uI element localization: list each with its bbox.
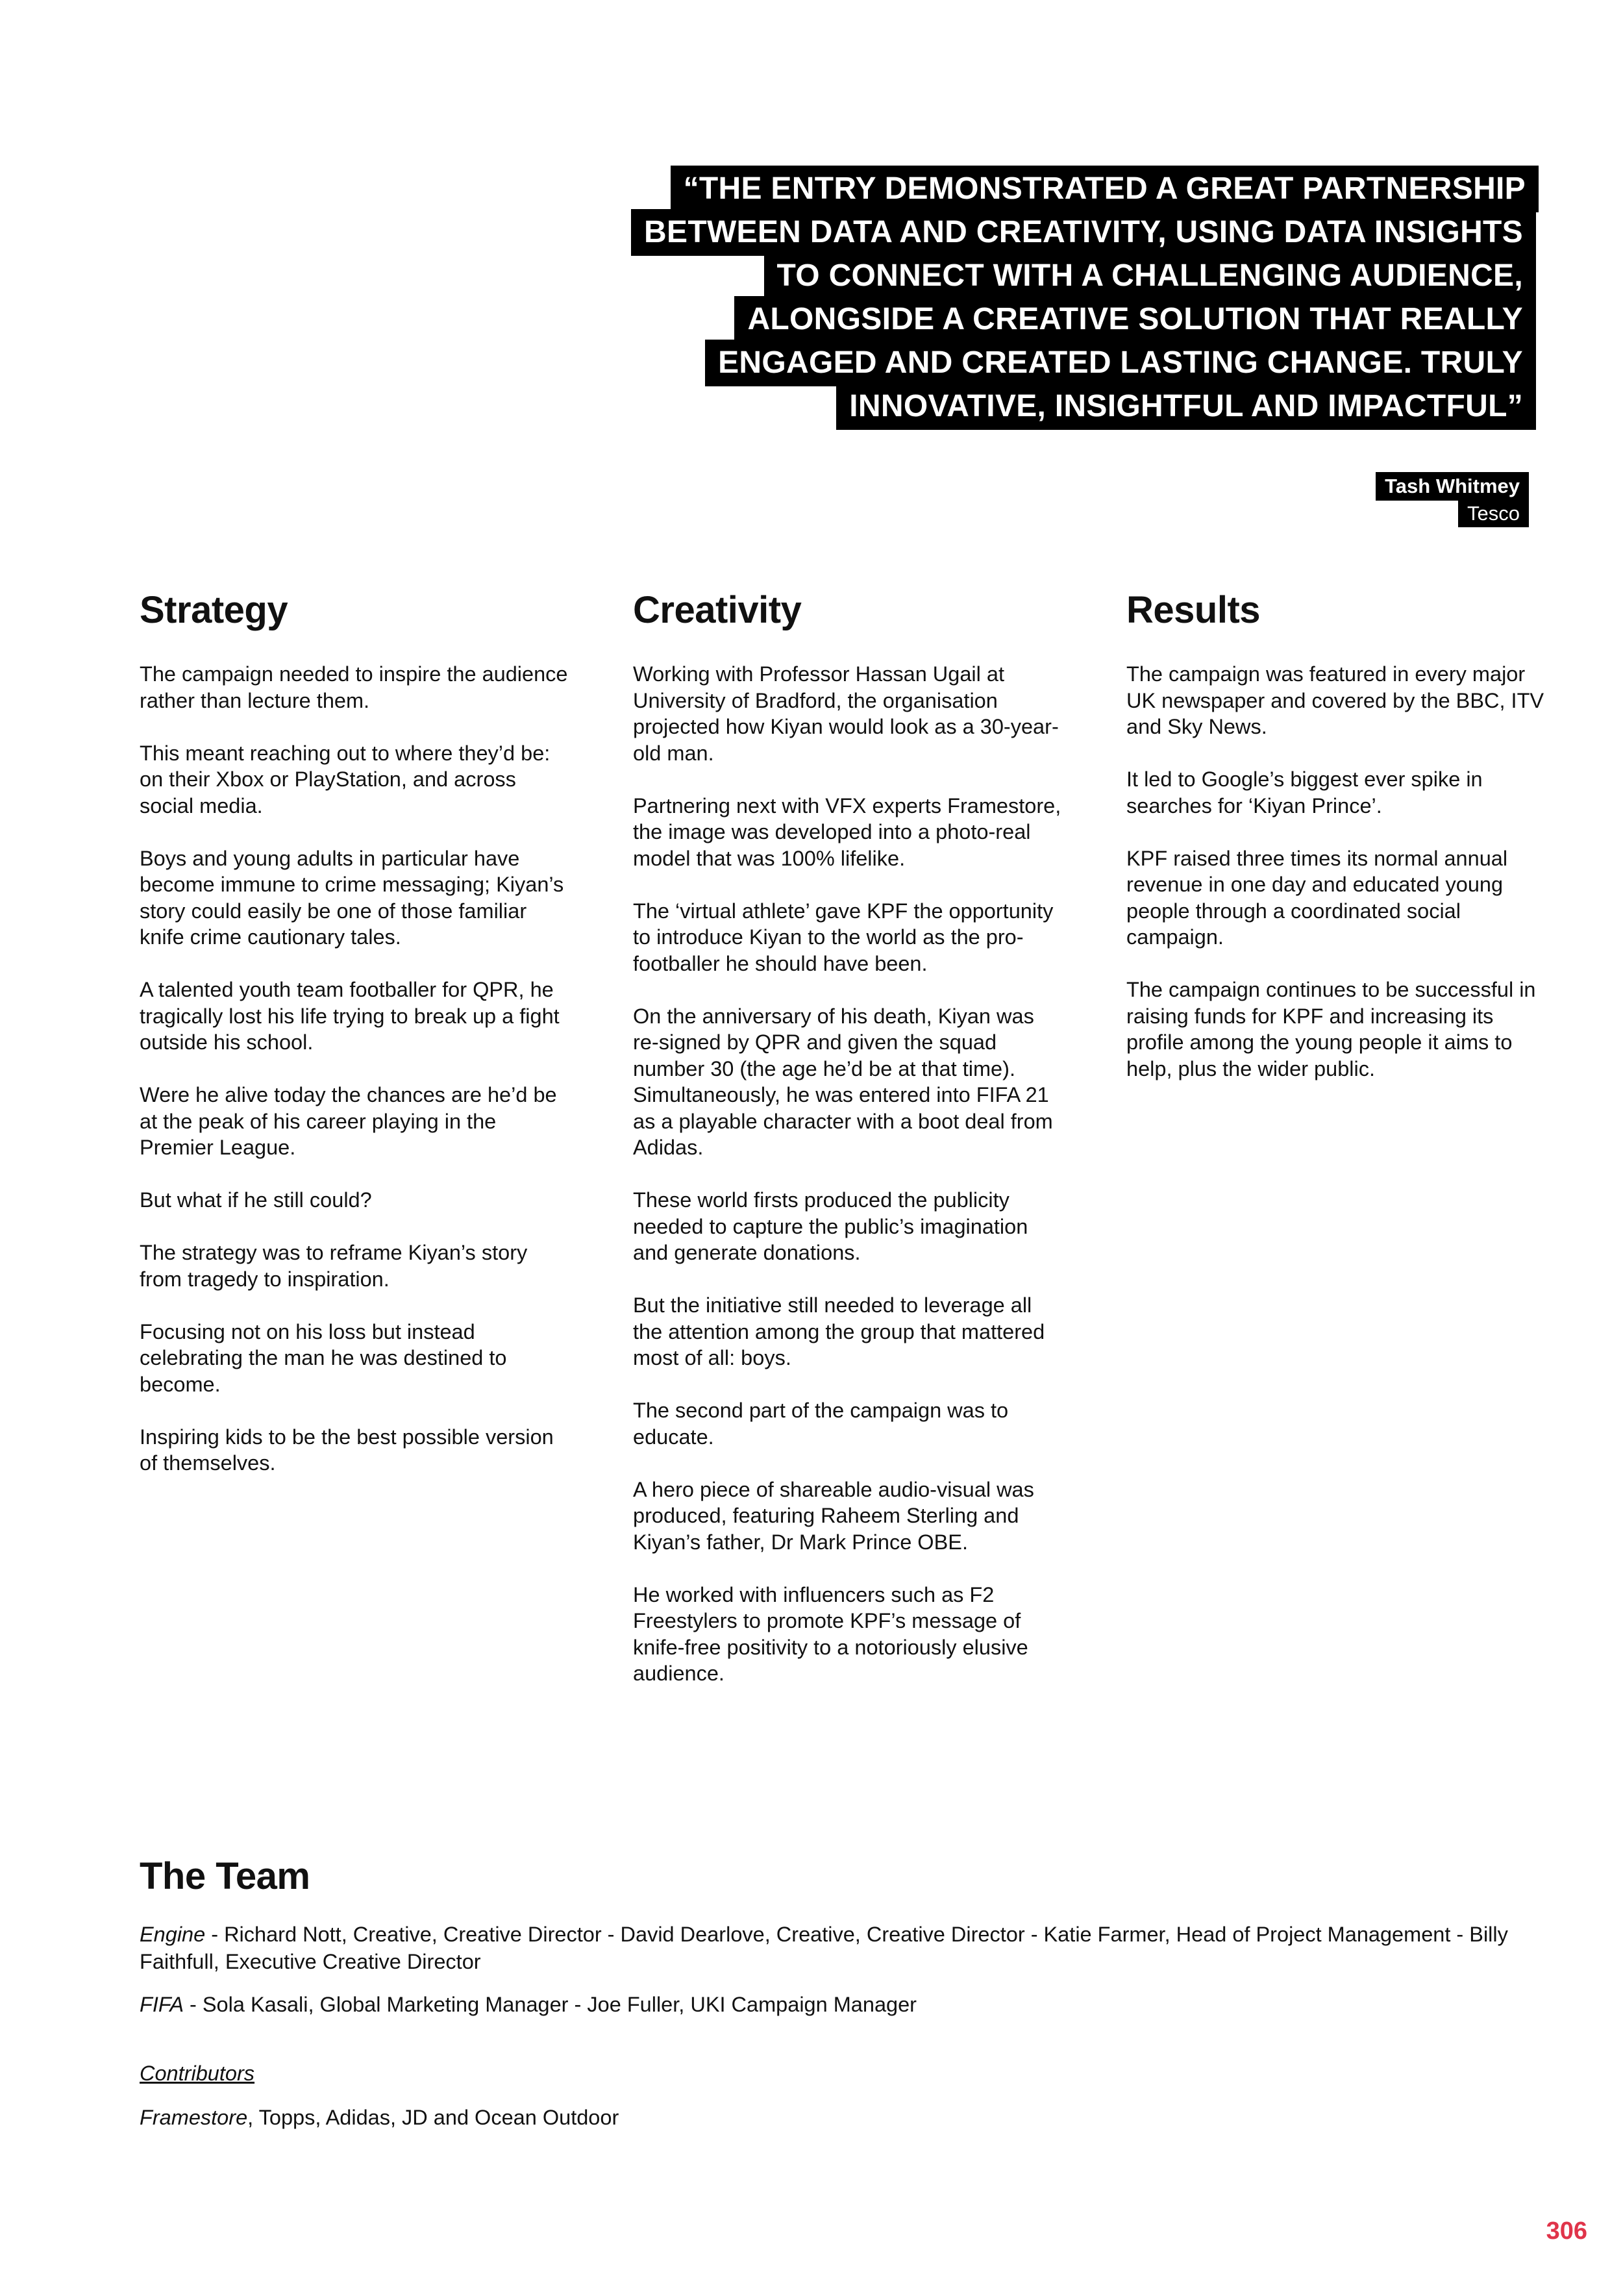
quote-line: “THE ENTRY DEMONSTRATED A GREAT PARTNERSHIP — [671, 166, 1539, 212]
page-number: 306 — [1546, 2217, 1587, 2245]
quote-line: ENGAGED AND CREATED LASTING CHANGE. TRULY — [705, 340, 1536, 386]
creativity-paragraph: Partnering next with VFX experts Framestore, the image was developed into a photo-real model that was 100% lifelike. — [633, 793, 1061, 870]
creativity-paragraph: Working with Professor Hassan Ugail at University of Bradford, the organisation projected how Kiyan would look as a 30-year-old man. — [633, 662, 1059, 765]
strategy-paragraph: The campaign needed to inspire the audience rather than lecture them. — [140, 662, 568, 712]
results-heading: Results — [1126, 589, 1261, 631]
quote-author: Tash Whitmey — [1376, 472, 1529, 501]
results-column — [1126, 584, 1555, 1108]
strategy-paragraph: But what if he still could? — [140, 1188, 372, 1212]
team-engine-label: Engine — [140, 1923, 206, 1946]
results-paragraph: It led to Google’s biggest ever spike in searches for ‘Kiyan Prince’. — [1126, 767, 1483, 817]
strategy-paragraph: A talented youth team footballer for QPR, he tragically lost his life trying to break up a fight outside his school. — [140, 978, 560, 1054]
strategy-paragraph: This meant reaching out to where they’d be: on their Xbox or PlayStation, and across social media. — [140, 741, 551, 817]
team-engine-text: - Richard Nott, Creative, Creative Director - David Dearlove, Creative, Creative Director - Katie Farmer, Head of Project Management - Billy Faithfull, Executive Creative Director — [140, 1923, 1508, 1973]
team-fifa-text: - Sola Kasali, Global Marketing Manager - Joe Fuller, UKI Campaign Manager — [184, 1993, 917, 2016]
creativity-paragraph: A hero piece of shareable audio-visual was produced, featuring Raheem Sterling and Kiyan’s father, Dr Mark Prince OBE. — [633, 1477, 1034, 1554]
creativity-paragraph: These world firsts produced the publicity needed to capture the public’s imagination and generate donations. — [633, 1188, 1028, 1264]
creativity-paragraph: The ‘virtual athlete’ gave KPF the opportunity to introduce Kiyan to the world as the pro-footballer he should have been. — [633, 899, 1054, 975]
strategy-paragraph: The strategy was to reframe Kiyan’s story from tragedy to inspiration. — [140, 1241, 528, 1291]
team-fifa — [140, 1991, 1535, 2018]
quote-organisation: Tesco — [1458, 500, 1529, 527]
creativity-column — [633, 584, 1061, 1713]
creativity-paragraph: He worked with influencers such as F2 Freestylers to promote KPF’s message of knife-free positivity to a notoriously elusive audience. — [633, 1582, 1028, 1685]
creativity-paragraph: But the initiative still needed to leverage all the attention among the group that mattered most of all: boys. — [633, 1293, 1045, 1369]
team-heading: The Team — [140, 1855, 310, 1897]
results-paragraph: The campaign continues to be successful in raising funds for KPF and increasing its profile among the young people it aims to help, plus the wider public. — [1126, 978, 1536, 1080]
results-paragraph: KPF raised three times its normal annual revenue in one day and educated young people through a coordinated social campaign. — [1126, 846, 1508, 949]
strategy-paragraph: Focusing not on his loss but instead celebrating the man he was destined to become. — [140, 1319, 507, 1396]
creativity-paragraph: The second part of the campaign was to educate. — [633, 1399, 1009, 1449]
strategy-column — [140, 584, 568, 1503]
contributors-text: , Topps, Adidas, JD and Ocean Outdoor — [247, 2106, 619, 2129]
contributors-list — [140, 2104, 1535, 2131]
team-section — [140, 1851, 1535, 2147]
quote-line: BETWEEN DATA AND CREATIVITY, USING DATA INSIGHTS — [631, 209, 1536, 256]
results-paragraph: The campaign was featured in every major UK newspaper and covered by the BBC, ITV and Sky News. — [1126, 662, 1544, 738]
contributors-lead: Framestore — [140, 2106, 248, 2129]
strategy-paragraph: Boys and young adults in particular have become immune to crime messaging; Kiyan’s story could easily be one of those familiar knife crime cautionary tales. — [140, 846, 564, 949]
quote-line: ALONGSIDE A CREATIVE SOLUTION THAT REALLY — [734, 296, 1536, 343]
quote-line: TO CONNECT WITH A CHALLENGING AUDIENCE, — [764, 253, 1536, 299]
creativity-paragraph: On the anniversary of his death, Kiyan was re-signed by QPR and given the squad number 30 (the age he’d be at that time). Simultaneously, he was entered into FIFA 21 as a playable character with a boot deal from Adidas. — [633, 1004, 1053, 1159]
strategy-paragraph: Were he alive today the chances are he’d be at the peak of his career playing in the Premier League. — [140, 1083, 557, 1159]
strategy-heading: Strategy — [140, 589, 288, 631]
creativity-heading: Creativity — [633, 589, 802, 631]
team-engine — [140, 1921, 1535, 1975]
team-fifa-label: FIFA — [140, 1993, 184, 2016]
quote-line: INNOVATIVE, INSIGHTFUL AND IMPACTFUL” — [836, 383, 1536, 430]
contributors-heading: Contributors — [140, 2062, 255, 2085]
strategy-paragraph: Inspiring kids to be the best possible version of themselves. — [140, 1425, 554, 1475]
